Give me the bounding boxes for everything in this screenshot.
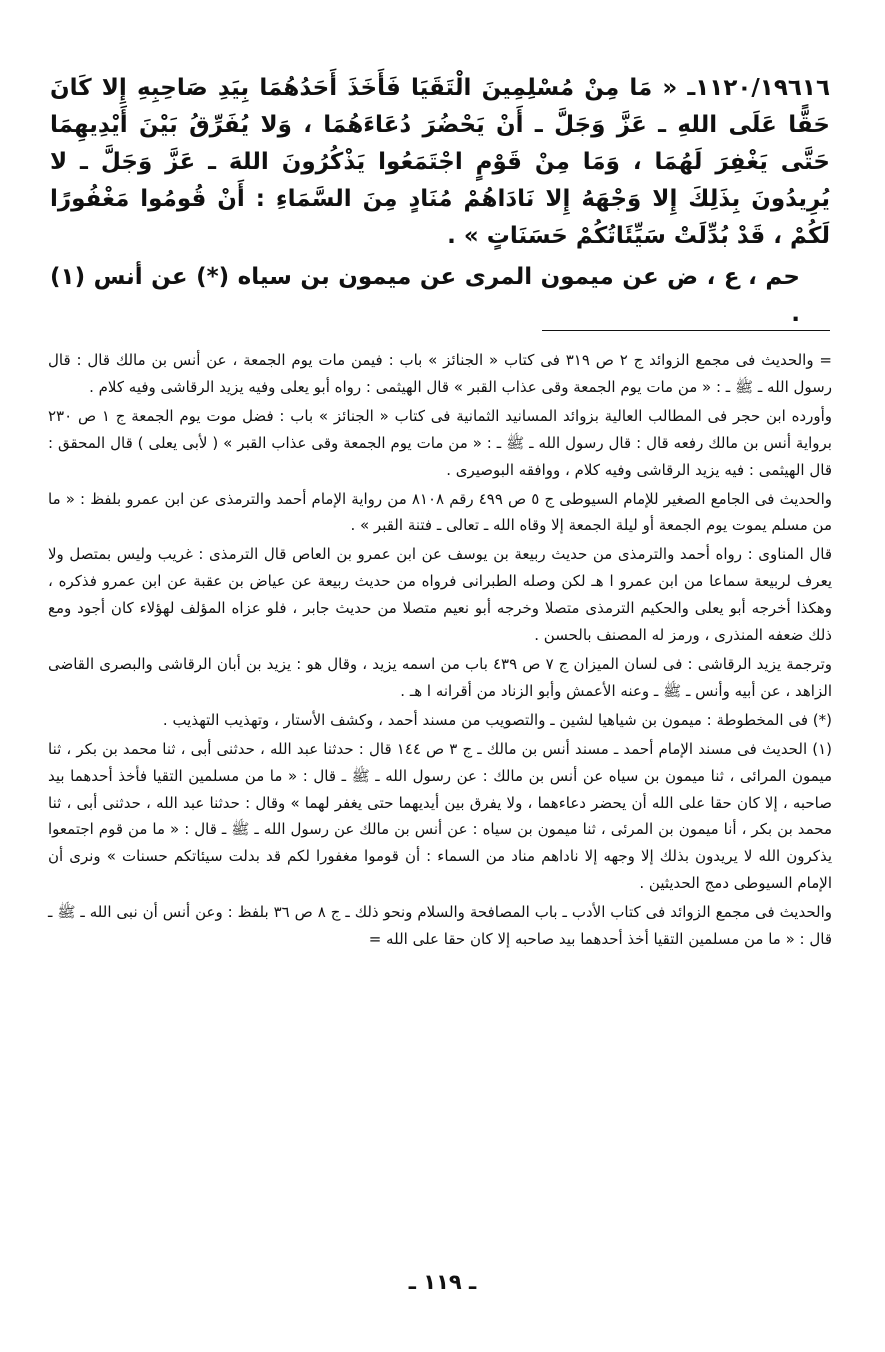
footnotes: [48, 347, 832, 955]
footnote-paragraph: وأورده ابن حجر فى المطالب العالية بزوائد المسانيد الثمانية فى كتاب « الجنائز » باب : فضل موت يوم الجمعة ج ١ ص ٢٣٠ برواية أنس بن مالك رفعه قال : قال رسول الله ـ ﷺ ـ : « من مات يوم الجمعة وقى عذاب القبر » ( لأبى يعلى ) قال المحقق : قال الهيثمى : فيه يزيد الرقاشى وفيه كلام ، ووافقه البوصيرى .: [48, 406, 832, 479]
hadith-text: ١١٢٠/١٩٦١٦ـ « مَا مِنْ مُسْلِمِينَ الْتَقَيَا فَأَخَذَ أَحَدُهُمَا بِيَدِ صَاحِبِهِ إِلا كَانَ حَقًّا عَلَى اللهِ ـ عَزَّ وَجَلَّ ـ أَنْ يَحْضُرَ دُعَاءَهُمَا ، وَلا يُفَرِّقُ بَيْنَ أَيْدِيهِمَا حَتَّى يَغْفِرَ لَهُمَا ، وَمَا مِنْ قَوْمٍ اجْتَمَعُوا يَذْكُرُونَ اللهَ ـ عَزَّ وَجَلَّ ـ لا يُرِيدُونَ بِذَلِكَ إِلا وَجْهَهُ إِلا نَادَاهُمْ مُنَادٍ مِنَ السَّمَاءِ : أَنْ قُومُوا مَغْفُورًا لَكُمْ ، قَدْ بُدِّلَتْ سَيِّئَاتُكُمْ حَسَنَاتٍ » .: [50, 75, 830, 249]
footnote-paragraph: قال المناوى : رواه أحمد والترمذى من حديث ربيعة بن يوسف عن ابن عمرو بن العاص قال الترمذى : غريب وليس بمتصل ولا يعرف لربيعة سماعا من ابن عمرو ا هـ لكن وصله الطبرانى فرواه من حديث ربيعة عن عياض بن عقبة عن ابن عمرو فذكره ، وهكذا أخرجه أبو يعلى والحكيم الترمذى متصلا وخرجه أبو نعيم متصلا من حديث جابر ، فلو عزاه المؤلف لهؤلاء كان أجود ومع ذلك ضعفه المنذرى ، ورمز له المصنف بالحسن .: [48, 545, 832, 645]
hadith-source: حم ، ع ، ض عن ميمون المرى عن ميمون بن سياه (*) عن أنس (١) .: [50, 264, 800, 327]
footnote-paragraph: والحديث فى مجمع الزوائد فى كتاب الأدب ـ باب المصافحة والسلام ونحو ذلك ـ ج ٨ ص ٣٦ بلفظ : وعن أنس أن نبى الله ـ ﷺ ـ قال : « ما من مسلمين التقيا أخذ أحدهما بيد صاحبه إلا كان حقا على الله =: [48, 903, 833, 949]
footnote-separator: [542, 330, 830, 331]
page-number: ـ ١١٩ ـ: [408, 1270, 477, 1294]
hadith-block: [50, 70, 830, 333]
footnote-paragraph: وترجمة يزيد الرقاشى : فى لسان الميزان ج ٧ ص ٤٣٩ باب من اسمه يزيد ، وقال هو : يزيد بن أبان الرقاشى والبصرى القاضى الزاهد ، عن أبيه وأنس ـ ﷺ ـ وعنه الأعمش وأبو الزناد من أقرانه ا هـ .: [48, 654, 832, 700]
footnote-paragraph: (١) الحديث فى مسند الإمام أحمد ـ مسند أنس بن مالك ـ ج ٣ ص ١٤٤ قال : حدثنا عبد الله ، حدثنى أبى ، ثنا محمد بن بكر ، ثنا ميمون المرائى ، ثنا ميمون بن سياه عن أنس بن مالك : عن رسول الله ـ ﷺ ـ قال : « ما من مسلمين التقيا فأخذ أحدهما بيد صاحبه ، إلا كان حقا على الله أن يحضر دعاءهما ، ولا يفرق بين أيديهما حتى يغفر لهما » وقال : حدثنا عبد الله ، حدثنى أبى ، ثنا محمد بن بكر ، أنا ميمون بن المرئى ، ثنا ميمون بن سياه : عن أنس بن مالك عن رسول الله ـ ﷺ ـ قال : « ما من قوم اجتمعوا يذكرون الله لا يريدون بذلك إلا وجهه إلا ناداهم مناد من السماء : أن قوموا مغفورا لكم قد بدلت سيئاتكم حسنات » ونرى أن الإمام السيوطى دمج الحديثين .: [48, 739, 832, 893]
footnote-paragraph: = والحديث فى مجمع الزوائد ج ٢ ص ٣١٩ فى كتاب « الجنائز » باب : فيمن مات يوم الجمعة ، عن أنس بن مالك قال : قال رسول الله ـ ﷺ ـ : « من مات يوم الجمعة وقى عذاب القبر » قال الهيثمى : رواه أبو يعلى وفيه يزيد الرقاشى وفيه كلام .: [48, 351, 832, 396]
footnote-paragraph: والحديث فى الجامع الصغير للإمام السيوطى ج ٥ ص ٤٩٩ رقم ٨١٠٨ من رواية الإمام أحمد والترمذى عن ابن عمرو بلفظ : « ما من مسلم يموت يوم الجمعة أو ليلة الجمعة إلا وقاه الله ـ تعالى ـ فتنة القبر » .: [48, 489, 833, 535]
footnote-paragraph: (*) فى المخطوطة : ميمون بن شياهيا لشين ـ والتصويب من مسند أحمد ، وكشف الأستار ، وتهذيب التهذيب .: [162, 710, 832, 729]
